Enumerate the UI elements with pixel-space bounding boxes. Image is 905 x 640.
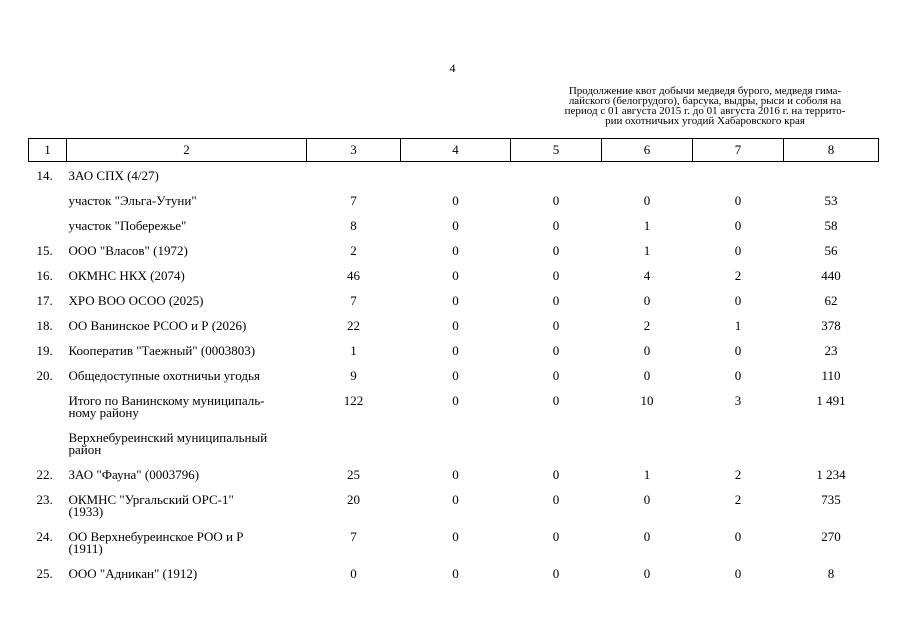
caption-line: лайского (белогрудого), барсука, выдры, рыси и соболя на: [568, 95, 842, 107]
quota-value: 378: [821, 318, 841, 333]
quota-value: 0: [452, 318, 459, 333]
row-number: [29, 424, 67, 461]
quota-value: 735: [821, 492, 841, 507]
organization-name: Кооператив "Таежный" (0003803): [68, 343, 256, 358]
row-number: 22.: [36, 467, 53, 482]
quota-value: 270: [821, 529, 841, 544]
organization-name: ХРО ВОО ОСОО (2025): [68, 293, 204, 308]
quota-value: 0: [552, 268, 560, 283]
quota-value: 2: [734, 492, 742, 507]
table-row: [29, 486, 879, 523]
quota-value: [401, 424, 511, 461]
organization-name: ООО "Власов" (1972): [68, 243, 188, 258]
row-number: 25.: [36, 566, 53, 581]
row-number: 24.: [36, 529, 53, 544]
quota-value: 22: [347, 318, 360, 333]
table-row: [29, 187, 879, 212]
quota-value: 0: [552, 293, 560, 308]
table-row: [29, 237, 879, 262]
quota-value: 0: [452, 467, 459, 482]
quota-value: 0: [452, 193, 459, 208]
quota-value: 0: [350, 566, 357, 581]
row-number: 14.: [36, 168, 53, 183]
quota-value: 0: [643, 293, 651, 308]
table-row: [29, 560, 879, 585]
quota-value: [693, 424, 784, 461]
table-caption: [537, 86, 873, 126]
table-row: [29, 387, 879, 424]
organization-name: участок "Побережье": [68, 218, 187, 233]
organization-name: ОКМНС НКХ (2074): [68, 268, 185, 283]
quota-value: 1: [643, 218, 651, 233]
table-row: [29, 262, 879, 287]
quota-value: 110: [821, 368, 841, 383]
row-number: [29, 387, 67, 424]
quota-value: 0: [643, 566, 651, 581]
quota-value: [784, 424, 879, 461]
page-number: 4: [449, 61, 456, 75]
row-number: 23.: [36, 492, 53, 507]
quota-value: 0: [452, 393, 459, 408]
quota-value: 0: [552, 492, 560, 507]
quota-value: 0: [452, 293, 459, 308]
quota-value: 2: [350, 243, 357, 258]
quota-value: [307, 162, 401, 188]
quota-value: 25: [347, 467, 360, 482]
quota-value: 2: [734, 467, 742, 482]
caption-line: период с 01 августа 2015 г. до 01 августа 2016 г. на террито-: [564, 105, 846, 117]
column-header: 6: [602, 139, 693, 162]
quota-value: 0: [643, 193, 651, 208]
column-header: 4: [401, 139, 511, 162]
quota-value: [511, 424, 602, 461]
quota-value: 0: [552, 318, 560, 333]
quota-value: 1: [350, 343, 357, 358]
column-header: 7: [693, 139, 784, 162]
quota-value: 53: [824, 193, 838, 208]
quota-value: 0: [734, 566, 742, 581]
row-number: [29, 212, 67, 237]
quota-value: 0: [552, 218, 560, 233]
quota-value: 0: [552, 566, 560, 581]
quota-value: 0: [643, 343, 651, 358]
quota-value: 7: [350, 529, 357, 544]
row-number: 19.: [36, 343, 53, 358]
quota-value: 1: [643, 243, 651, 258]
table-row: [29, 162, 879, 188]
column-header: 5: [511, 139, 602, 162]
organization-name: ЗАО "Фауна" (0003796): [68, 467, 200, 482]
quota-value: 0: [643, 368, 651, 383]
caption-line: рии охотничьих угодий Хабаровского края: [605, 115, 805, 127]
quota-value: 2: [643, 318, 651, 333]
row-number: 20.: [36, 368, 53, 383]
quota-value: 0: [734, 529, 742, 544]
quota-value: [602, 424, 693, 461]
quota-value: 0: [734, 293, 742, 308]
quota-value: [784, 162, 879, 188]
organization-name: ЗАО СПХ (4/27): [68, 168, 159, 183]
quota-value: 0: [552, 243, 560, 258]
quota-table: [28, 138, 879, 585]
table-row: [29, 362, 879, 387]
quota-value: 122: [343, 393, 364, 408]
quota-value: 7: [350, 293, 357, 308]
quota-value: 0: [552, 193, 560, 208]
table-row: [29, 424, 879, 461]
organization-name: Итого по Ванинскому муниципаль- ному району: [68, 393, 265, 420]
quota-value: 0: [734, 368, 742, 383]
quota-value: 0: [643, 529, 651, 544]
quota-value: 8: [350, 218, 357, 233]
quota-value: 4: [643, 268, 651, 283]
quota-value: 0: [734, 218, 742, 233]
quota-value: [401, 162, 511, 188]
table-row: [29, 461, 879, 486]
quota-value: 3: [734, 393, 742, 408]
quota-value: 0: [552, 467, 560, 482]
table-row: [29, 337, 879, 362]
quota-value: 62: [824, 293, 838, 308]
organization-name: ОКМНС "Ургальский ОРС-1" (1933): [68, 492, 234, 519]
quota-value: 1: [643, 467, 651, 482]
quota-value: [511, 162, 602, 188]
column-header: 1: [29, 139, 67, 162]
row-number: 18.: [36, 318, 53, 333]
quota-value: 56: [824, 243, 838, 258]
table-row: [29, 287, 879, 312]
quota-value: 0: [552, 368, 560, 383]
row-number: [29, 187, 67, 212]
quota-value: 9: [350, 368, 357, 383]
quota-value: 0: [452, 492, 459, 507]
organization-name: Общедоступные охотничьи угодья: [68, 368, 260, 383]
table-row: [29, 523, 879, 560]
organization-name: ОО Ванинское РСОО и Р (2026): [68, 318, 247, 333]
quota-value: 0: [452, 566, 459, 581]
organization-name: участок "Эльга-Утуни": [68, 193, 197, 208]
quota-value: 0: [734, 243, 742, 258]
quota-value: 1 234: [816, 467, 846, 482]
quota-value: 2: [734, 268, 742, 283]
column-header: 3: [307, 139, 401, 162]
quota-value: 10: [640, 393, 654, 408]
row-number: 16.: [36, 268, 53, 283]
organization-name: Верхнебуреинский муниципальный район: [68, 430, 268, 457]
quota-value: 1 491: [816, 393, 846, 408]
quota-value: 0: [452, 218, 459, 233]
caption-line: Продолжение квот добычи медведя бурого, медведя гима-: [568, 85, 842, 97]
quota-value: 58: [824, 218, 838, 233]
quota-value: 0: [552, 393, 560, 408]
quota-value: 0: [734, 193, 742, 208]
quota-value: 0: [734, 343, 742, 358]
row-number: 15.: [36, 243, 53, 258]
column-header: 8: [784, 139, 879, 162]
quota-value: 0: [452, 243, 459, 258]
quota-value: 440: [821, 268, 841, 283]
quota-value: 7: [350, 193, 357, 208]
quota-value: 0: [452, 529, 459, 544]
quota-value: 23: [824, 343, 838, 358]
quota-value: 0: [452, 368, 459, 383]
table-header-row: [29, 139, 879, 162]
quota-value: 0: [552, 529, 560, 544]
quota-value: 46: [347, 268, 360, 283]
organization-name: ОО Верхнебуреинское РОО и Р (1911): [68, 529, 244, 556]
row-number: 17.: [36, 293, 53, 308]
quota-value: [693, 162, 784, 188]
quota-value: 0: [452, 343, 459, 358]
quota-value: [602, 162, 693, 188]
column-header: 2: [67, 139, 307, 162]
quota-value: [307, 424, 401, 461]
table-row: [29, 312, 879, 337]
quota-value: 0: [643, 492, 651, 507]
quota-value: 20: [347, 492, 360, 507]
table-row: [29, 212, 879, 237]
organization-name: ООО "Адникан" (1912): [68, 566, 198, 581]
quota-value: 8: [827, 566, 835, 581]
quota-value: 1: [734, 318, 742, 333]
quota-value: 0: [552, 343, 560, 358]
quota-value: 0: [452, 268, 459, 283]
